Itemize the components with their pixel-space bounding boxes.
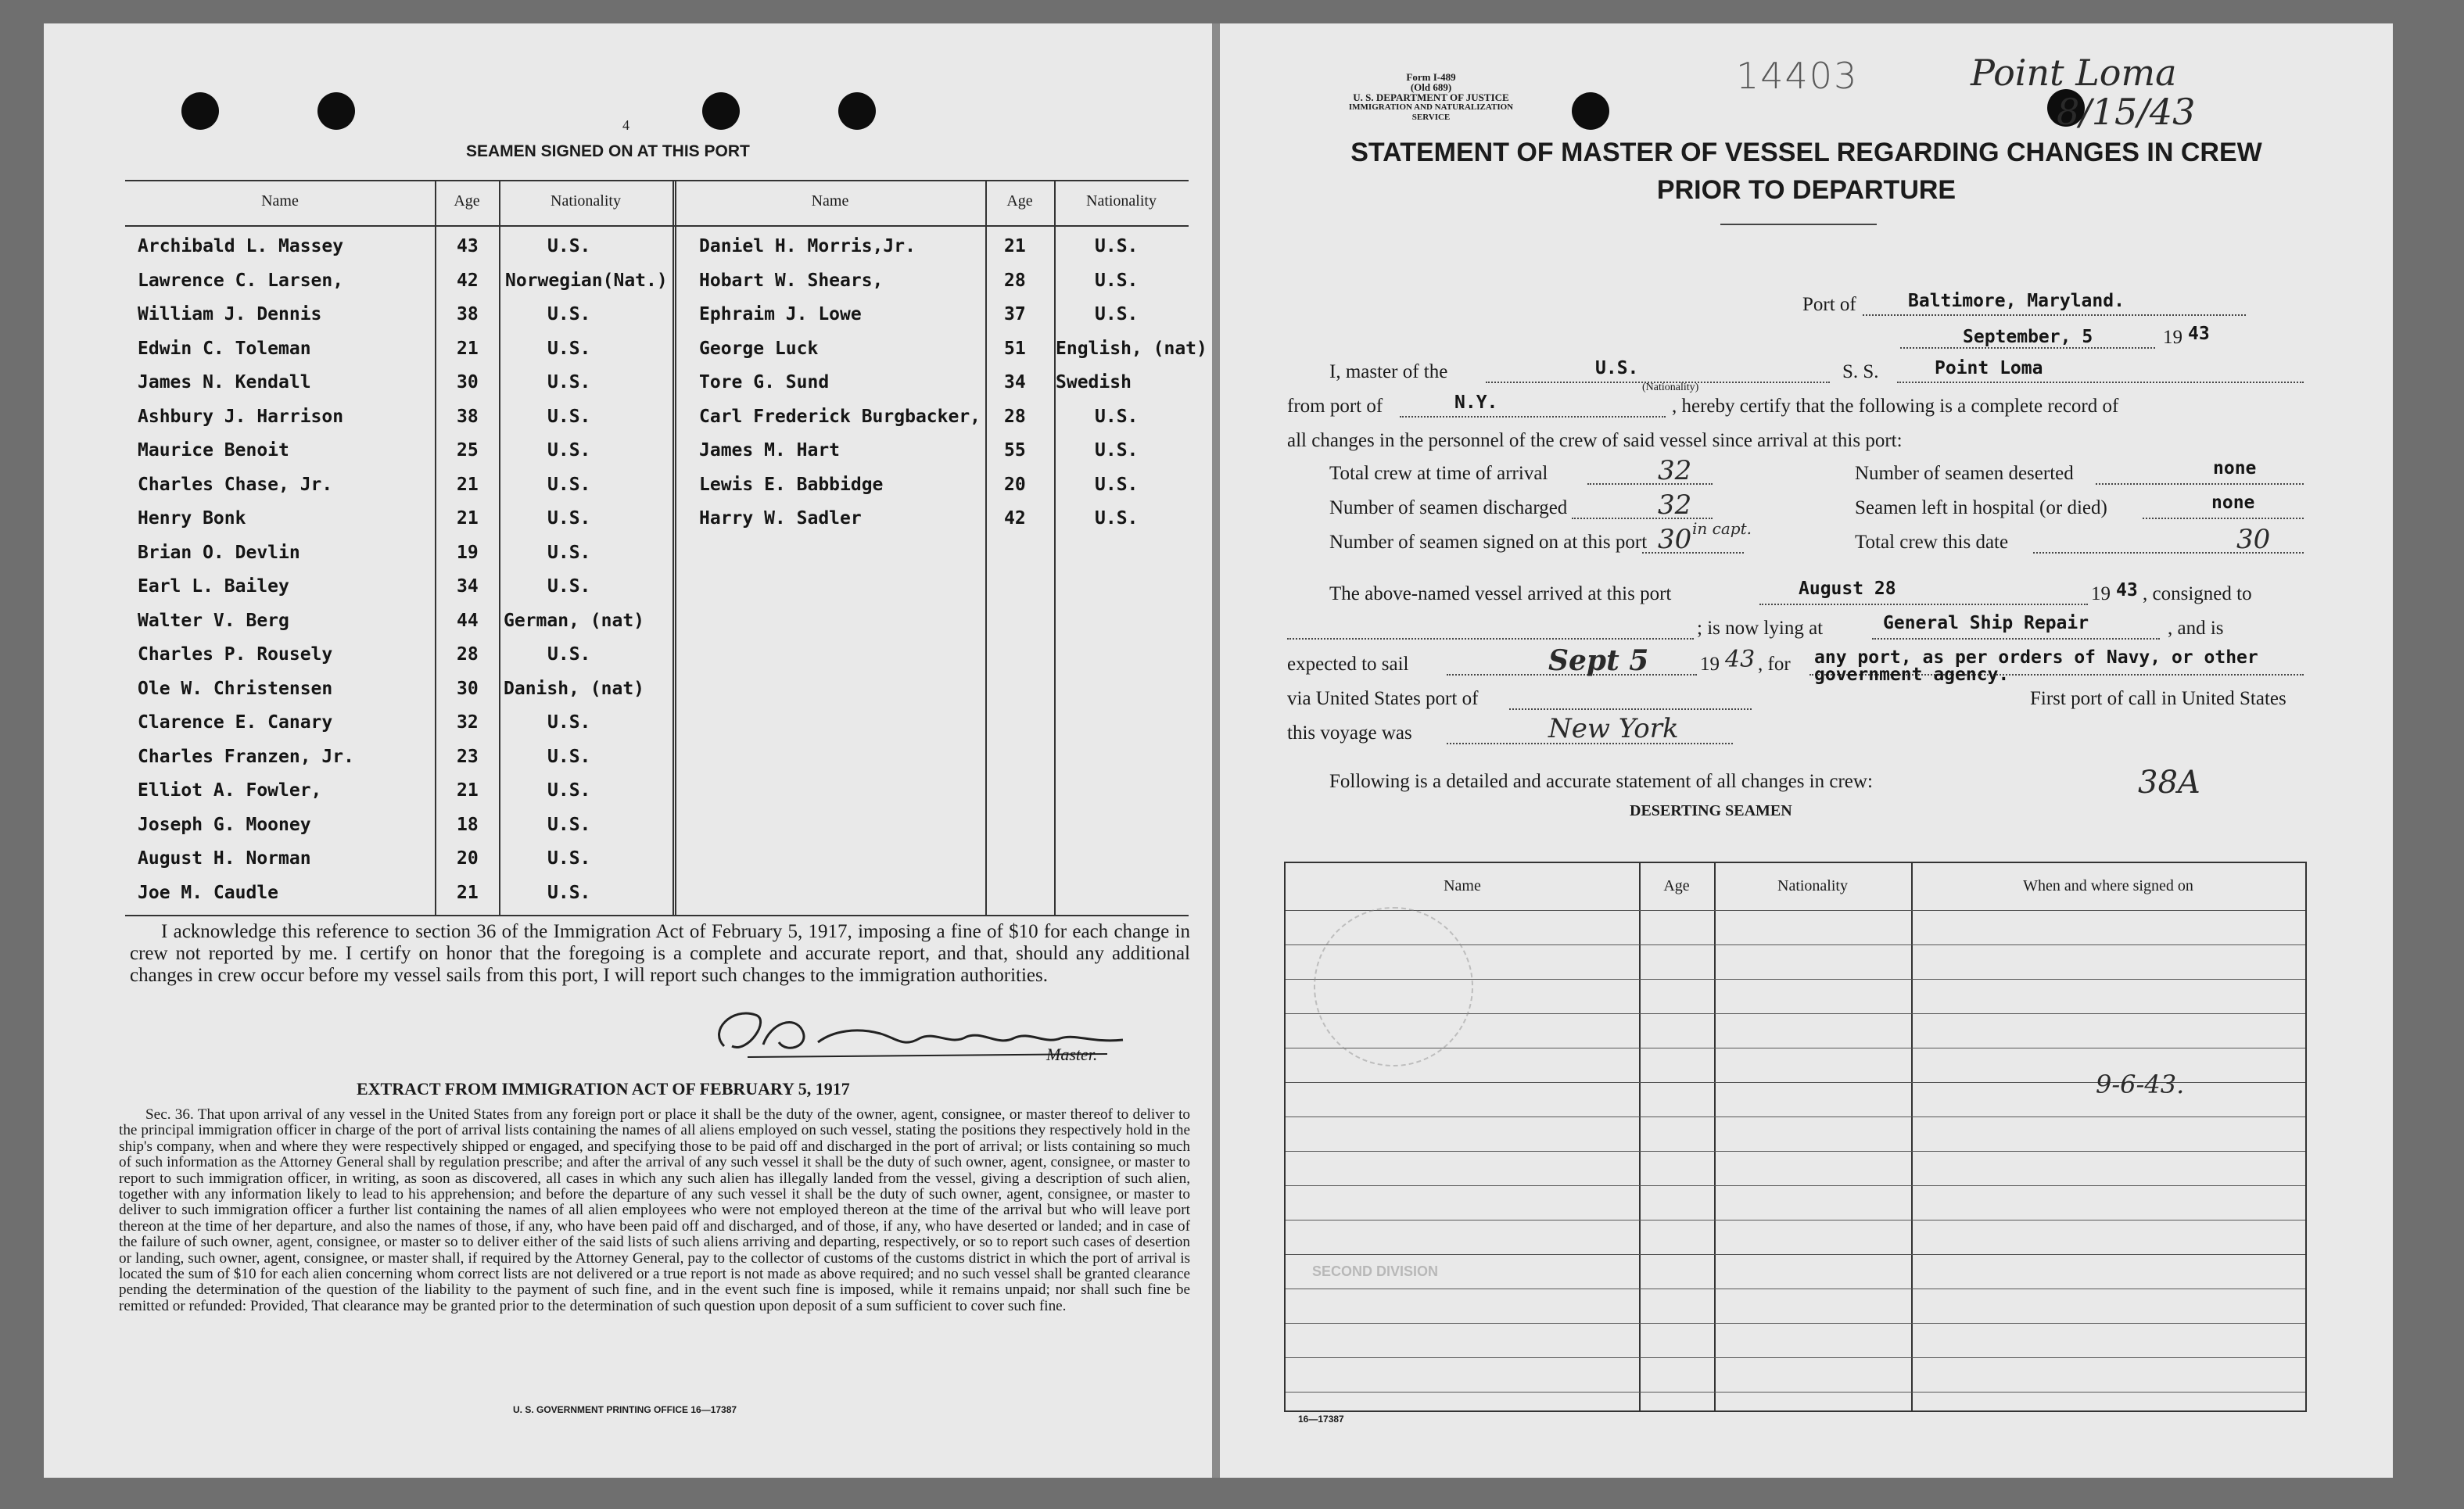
row-nationality: U.S. xyxy=(547,372,591,392)
row-age: 42 xyxy=(457,270,479,291)
total-arrival-label: Total crew at time of arrival xyxy=(1329,463,1548,484)
date-value: September, 5 xyxy=(1963,327,2093,347)
table-rule xyxy=(1286,1254,2305,1255)
faded-stamp-circle xyxy=(1314,907,1473,1066)
row-nationality: U.S. xyxy=(547,440,591,461)
row-age: 51 xyxy=(1004,338,1026,359)
page-number: 4 xyxy=(622,117,629,133)
row-name: Henry Bonk xyxy=(138,508,246,529)
row-age: 21 xyxy=(457,508,479,529)
row-name: Charles Franzen, Jr. xyxy=(138,746,354,767)
dt-header-signed-on: When and where signed on xyxy=(2023,877,2193,894)
seamen-heading: SEAMEN SIGNED ON AT THIS PORT xyxy=(466,142,750,160)
acknowledgment-text: I acknowledge this reference to section 36 of the Immigration Act of February 5, 1917, imposing a fine of $10 for each change in crew not reported by me. I certify on honor that the foregoing is a complete and accurate report, and that, should any additional changes in crew occur before my vessel sails from this port, I will report such changes to the immigration authorities. xyxy=(130,921,1190,986)
consigned-label: , consigned to xyxy=(2143,583,2252,604)
row-age: 44 xyxy=(457,610,479,631)
year-prefix: 19 xyxy=(2163,327,2182,348)
row-age: 34 xyxy=(457,576,479,597)
handwritten-code: 38A xyxy=(2138,765,2200,801)
row-nationality: U.S. xyxy=(547,406,591,427)
handwritten-bottom-date: 9-6-43. xyxy=(2096,1070,2185,1099)
row-name: Joseph G. Mooney xyxy=(138,814,311,835)
row-age: 38 xyxy=(457,304,479,324)
row-name: Earl L. Bailey xyxy=(138,576,289,597)
row-age: 28 xyxy=(1004,270,1026,291)
expected-year: 43 xyxy=(1725,646,1756,673)
col-header-name: Name xyxy=(261,192,299,210)
table-rule xyxy=(1286,1151,2305,1152)
row-name: Lawrence C. Larsen, xyxy=(138,270,344,291)
row-name: William J. Dennis xyxy=(138,304,322,324)
row-nationality: U.S. xyxy=(1095,406,1139,427)
certify-text: , hereby certify that the following is a complete record of xyxy=(1672,396,2119,417)
for-value: any port, as per orders of Navy, or other government agency. xyxy=(1814,647,2258,685)
expected-value: Sept 5 xyxy=(1548,644,1649,677)
col-header-age: Age xyxy=(454,192,480,210)
master-of-label: I, master of the xyxy=(1329,361,1448,382)
row-age: 30 xyxy=(457,372,479,392)
row-age: 25 xyxy=(457,440,479,461)
dt-header-age: Age xyxy=(1663,877,1690,894)
ship-value: Point Loma xyxy=(1935,358,2043,378)
total-arrival-value: 32 xyxy=(1658,455,1692,486)
arrived-year: 43 xyxy=(2116,580,2138,600)
deserted-label: Number of seamen deserted xyxy=(1855,463,2074,484)
row-age: 37 xyxy=(1004,304,1026,324)
ss-label: S. S. xyxy=(1842,361,1879,382)
row-name: Charles P. Rousely xyxy=(138,644,333,665)
right-printer-note: 16—17387 xyxy=(1298,1414,1344,1425)
col-header-nationality: Nationality xyxy=(551,192,621,210)
row-nationality: U.S. xyxy=(1095,236,1139,256)
row-age: 21 xyxy=(1004,236,1026,256)
signed-on-label: Number of seamen signed on at this port xyxy=(1329,532,1648,553)
expected-year-prefix: 19 xyxy=(1700,654,1720,675)
row-age: 20 xyxy=(457,848,479,869)
year-value: 43 xyxy=(2188,324,2210,344)
table-rule xyxy=(1286,1357,2305,1358)
for-label: , for xyxy=(1758,654,1791,675)
arrived-label: The above-named vessel arrived at this port xyxy=(1329,583,1672,604)
handwritten-date: 8/15/43 xyxy=(2057,91,2196,133)
row-nationality: U.S. xyxy=(1095,304,1139,324)
row-name: George Luck xyxy=(699,338,819,359)
row-nationality: U.S. xyxy=(547,508,591,529)
row-name: Ole W. Christensen xyxy=(138,678,333,699)
row-nationality: U.S. xyxy=(1095,270,1139,291)
row-nationality: U.S. xyxy=(547,576,591,597)
nationality-caption: (Nationality) xyxy=(1642,382,1699,393)
row-nationality: U.S. xyxy=(1095,440,1139,461)
from-port-value: N.Y. xyxy=(1454,392,1498,413)
page-gutter xyxy=(1212,23,1220,1478)
row-age: 23 xyxy=(457,746,479,767)
handwritten-number: 14403 xyxy=(1736,55,1859,97)
following-text: Following is a detailed and accurate statement of all changes in crew: xyxy=(1329,771,1873,792)
row-name: Walter V. Berg xyxy=(138,610,289,631)
from-port-label: from port of xyxy=(1287,396,1383,417)
row-name: Maurice Benoit xyxy=(138,440,289,461)
total-date-label: Total crew this date xyxy=(1855,532,2009,553)
seamen-table xyxy=(125,180,1207,915)
hospital-value: none xyxy=(2211,493,2255,513)
row-age: 21 xyxy=(457,338,479,359)
handwritten-vessel: Point Loma xyxy=(1971,52,2177,94)
row-nationality: Swedish xyxy=(1056,372,1132,392)
nationality-value: U.S. xyxy=(1595,358,1639,378)
extract-text: Sec. 36. That upon arrival of any vessel in the United States from any foreign port or place it shall be the duty of the owner, agent, consignee, or master thereof to deliver to the principal immigration officer in charge of the port of arrival lists containing the names of all aliens employed on such vessel, stating the positions they respectively hold in the ship's company, when and where they were respectively shipped or engaged, and specifying those to be paid off and discharged in the port of arrival; or lists containing so much of such information as the Attorney General shall by regulation prescribe; and after the arrival of any such vessel it shall be the duty of such owner, agent, consignee, or master to report to such immigration officer, in writing, as soon as discovered, all cases in which any such alien has illegally landed from the vessel, giving a description of such alien, together with any information likely to lead to his apprehension; and before the departure of any such vessel it shall be the duty of such owner, agent, consignee, or master to deliver to such immigration officer a further list containing the names of all alien employees who were not employed thereon at the time of the arrival but who will leave port thereon at the time of her departure, and also the names of those, if any, who have been paid off and discharged, and of those, if any, who have deserted or landed; and in case of the failure of such owner, agent, consignee, or master so to deliver either of the said lists of such aliens arriving and departing, respectively, or so to report such cases of desertion or landing, such owner, agent, consignee, or master shall, if required by the Attorney General, pay to the collector of customs of the customs district in which the port of arrival is located the sum of $10 for each alien concerning whom correct lists are not delivered or a true report is not made as above required; and no such vessel shall be granted clearance pending the determination of the question of the liability to the payment of such fine, and in the event such fine is imposed, while it remains unpaid; nor shall such fine be remitted or refunded: Provided, That clearance may be granted prior to the determination of such question upon deposit of a sum sufficient to cover such fine. xyxy=(119,1106,1190,1314)
col-header-nationality-2: Nationality xyxy=(1086,192,1157,210)
arrived-year-prefix: 19 xyxy=(2091,583,2111,604)
signed-on-note: in capt. xyxy=(1692,519,1752,538)
voyage-value: New York xyxy=(1548,713,1679,744)
row-name: James M. Hart xyxy=(699,440,841,461)
row-name: Brian O. Devlin xyxy=(138,542,300,563)
row-nationality: U.S. xyxy=(547,746,591,767)
row-name: Carl Frederick Burgbacker, xyxy=(699,406,981,427)
and-is-label: , and is xyxy=(2168,618,2224,639)
row-name: August H. Norman xyxy=(138,848,311,869)
row-name: Harry W. Sadler xyxy=(699,508,862,529)
punch-hole xyxy=(181,92,219,130)
total-date-value: 30 xyxy=(2236,524,2271,555)
row-age: 30 xyxy=(457,678,479,699)
row-nationality: German, (nat) xyxy=(504,610,645,631)
row-age: 32 xyxy=(457,712,479,733)
row-age: 28 xyxy=(1004,406,1026,427)
row-age: 21 xyxy=(457,882,479,903)
table-rule xyxy=(1286,1185,2305,1186)
form-title-line1: STATEMENT OF MASTER OF VESSEL REGARDING CHANGES IN CREW xyxy=(1350,138,2262,167)
col-header-name-2: Name xyxy=(811,192,849,210)
form-title-line2: PRIOR TO DEPARTURE xyxy=(1656,175,1956,205)
discharged-value: 32 xyxy=(1658,489,1692,521)
row-name: Ephraim J. Lowe xyxy=(699,304,862,324)
first-port-label: First port of call in United States xyxy=(2030,688,2286,709)
punch-hole xyxy=(317,92,355,130)
row-nationality: U.S. xyxy=(547,644,591,665)
discharged-label: Number of seamen discharged xyxy=(1329,497,1568,518)
row-age: 42 xyxy=(1004,508,1026,529)
signed-on-value: 30 xyxy=(1658,524,1692,555)
row-name: Charles Chase, Jr. xyxy=(138,474,333,495)
row-name: Elliot A. Fowler, xyxy=(138,780,322,801)
table-rule xyxy=(1286,910,2305,911)
lying-value: General Ship Repair xyxy=(1883,613,2089,633)
row-name: Archibald L. Massey xyxy=(138,236,344,256)
lying-label: ; is now lying at xyxy=(1697,618,1824,639)
row-name: Ashbury J. Harrison xyxy=(138,406,344,427)
deserted-value: none xyxy=(2213,458,2257,479)
punch-hole xyxy=(1572,92,1609,130)
row-name: Edwin C. Toleman xyxy=(138,338,311,359)
port-value: Baltimore, Maryland. xyxy=(1908,291,2125,311)
expected-label: expected to sail xyxy=(1287,654,1409,675)
punch-hole xyxy=(702,92,740,130)
row-nationality: English, (nat) xyxy=(1056,338,1207,359)
row-age: 18 xyxy=(457,814,479,835)
dt-header-nationality: Nationality xyxy=(1777,877,1848,894)
row-nationality: U.S. xyxy=(547,814,591,835)
row-age: 43 xyxy=(457,236,479,256)
row-nationality: U.S. xyxy=(547,882,591,903)
row-age: 55 xyxy=(1004,440,1026,461)
dt-header-name: Name xyxy=(1444,877,1481,894)
row-name: Daniel H. Morris,Jr. xyxy=(699,236,916,256)
row-name: Tore G. Sund xyxy=(699,372,830,392)
voyage-label: this voyage was xyxy=(1287,722,1412,744)
row-name: Lewis E. Babbidge xyxy=(699,474,884,495)
row-age: 34 xyxy=(1004,372,1026,392)
row-name: Joe M. Caudle xyxy=(138,882,279,903)
deserting-heading: DESERTING SEAMEN xyxy=(1630,802,1792,819)
row-age: 28 xyxy=(457,644,479,665)
all-changes-text: all changes in the personnel of the crew of said vessel since arrival at this port: xyxy=(1287,430,1903,451)
via-label: via United States port of xyxy=(1287,688,1479,709)
row-name: Hobart W. Shears, xyxy=(699,270,884,291)
row-nationality: U.S. xyxy=(547,712,591,733)
punch-hole xyxy=(838,92,876,130)
row-nationality: U.S. xyxy=(547,542,591,563)
form-header: Form I-489 (Old 689) U. S. DEPARTMENT OF JUSTICE IMMIGRATION AND NATURALIZATION SERVICE xyxy=(1348,71,1514,122)
right-page xyxy=(1220,23,2393,1478)
row-nationality: U.S. xyxy=(547,474,591,495)
arrived-value: August 28 xyxy=(1799,579,1896,599)
table-rule xyxy=(1286,1323,2305,1324)
row-age: 21 xyxy=(457,474,479,495)
row-age: 21 xyxy=(457,780,479,801)
hospital-label: Seamen left in hospital (or died) xyxy=(1855,497,2107,518)
row-nationality: Danish, (nat) xyxy=(504,678,645,699)
master-label: Master. xyxy=(1046,1045,1098,1064)
faded-stamp-text: SECOND DIVISION xyxy=(1312,1263,1439,1279)
row-nationality: U.S. xyxy=(547,304,591,324)
row-nationality: U.S. xyxy=(547,780,591,801)
row-age: 20 xyxy=(1004,474,1026,495)
printer-note: U. S. GOVERNMENT PRINTING OFFICE 16—17387 xyxy=(513,1404,737,1415)
row-name: James N. Kendall xyxy=(138,372,311,392)
row-age: 38 xyxy=(457,406,479,427)
row-age: 19 xyxy=(457,542,479,563)
left-page xyxy=(44,23,1212,1478)
col-header-age-2: Age xyxy=(1006,192,1033,210)
row-nationality: U.S. xyxy=(1095,508,1139,529)
row-nationality: Norwegian(Nat.) xyxy=(505,270,668,291)
extract-title: EXTRACT FROM IMMIGRATION ACT OF FEBRUARY 5, 1917 xyxy=(357,1079,850,1099)
table-rule xyxy=(1286,1392,2305,1393)
port-label: Port of xyxy=(1802,294,1856,315)
row-nationality: U.S. xyxy=(547,338,591,359)
row-nationality: U.S. xyxy=(547,236,591,256)
row-nationality: U.S. xyxy=(1095,474,1139,495)
row-name: Clarence E. Canary xyxy=(138,712,333,733)
row-nationality: U.S. xyxy=(547,848,591,869)
